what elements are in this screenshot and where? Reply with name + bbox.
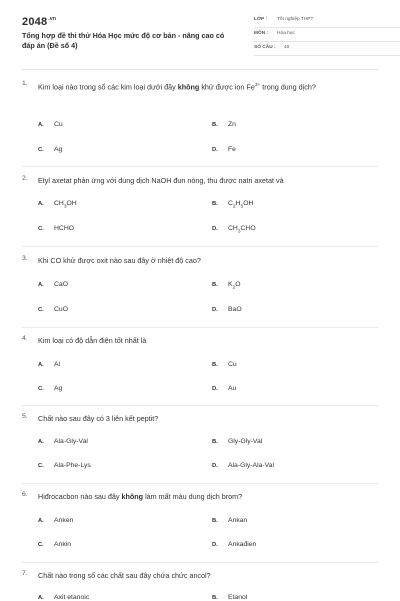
- question-number: 5.: [22, 413, 28, 420]
- option-value: Axit etanoic: [54, 594, 90, 601]
- option-b[interactable]: [212, 121, 236, 128]
- option-value: CaO: [54, 281, 68, 288]
- option-value: [54, 200, 77, 209]
- exam-meta: [254, 14, 400, 56]
- meta-label: MÔN :: [254, 31, 269, 36]
- option-value: Fe: [228, 146, 236, 153]
- question-text: Chất nào sau đây có 3 liên kết peptit?: [38, 414, 159, 423]
- option-value: Ankin: [54, 541, 72, 548]
- option-label: C.: [38, 542, 44, 548]
- option-label: D.: [212, 463, 218, 469]
- meta-row-count: [254, 42, 400, 56]
- option-b[interactable]: [212, 361, 237, 368]
- option-a[interactable]: [38, 361, 60, 368]
- option-a[interactable]: [38, 517, 73, 524]
- option-label: B.: [212, 122, 218, 128]
- formula-subscript: 5: [240, 204, 244, 210]
- meta-value: Hóa học: [277, 31, 295, 36]
- option-value: Cu: [228, 361, 237, 368]
- question-text-emphasis: không: [177, 82, 200, 92]
- option-label: C.: [38, 226, 44, 232]
- question-text: Etyl axetat phản ứng với dung dịch NaOH đun nóng, thu được natri axetat và: [38, 176, 284, 185]
- option-value: [228, 200, 253, 209]
- formula-subscript: 3: [237, 229, 241, 235]
- question-number: 1.: [22, 80, 28, 87]
- option-c[interactable]: [38, 541, 71, 548]
- question-text-emphasis: không: [121, 492, 144, 501]
- option-value: [228, 281, 241, 290]
- option-value: Ag: [54, 385, 63, 392]
- question-text-part: trong dung dịch?: [260, 82, 316, 92]
- option-label: C.: [38, 147, 44, 153]
- option-label: C.: [38, 386, 44, 392]
- option-value: Cu: [54, 121, 63, 128]
- option-d[interactable]: [212, 385, 236, 392]
- formula-subscript: 3: [63, 204, 67, 210]
- question-text: [38, 80, 376, 92]
- option-value: Etanol: [228, 594, 248, 601]
- meta-label: SỐ CÂU :: [254, 45, 276, 50]
- option-d[interactable]: [212, 146, 236, 153]
- question-text-part: làm mất màu dung dịch brom?: [143, 492, 243, 501]
- option-c[interactable]: [38, 462, 91, 469]
- option-value: Ankađien: [228, 541, 257, 548]
- option-label: A.: [38, 201, 44, 207]
- option-label: C.: [38, 463, 44, 469]
- option-value: Ala-Phe-Lys: [54, 462, 91, 469]
- formula-part: OH: [66, 200, 77, 207]
- question-text: Chất nào trong số các chất sau đây chứa chức ancol?: [38, 571, 211, 580]
- formula-part: CH: [228, 225, 238, 232]
- option-label: B.: [212, 595, 218, 601]
- option-value: BaO: [228, 306, 242, 313]
- formula-part: OH: [243, 200, 254, 207]
- question-text-part: Kim loại nào trong số các kim loại dưới đây: [38, 82, 178, 92]
- option-label: D.: [212, 147, 218, 153]
- formula-part: K: [228, 281, 233, 288]
- option-value: Ag: [54, 146, 63, 153]
- option-value: Ala-Gly-Val: [54, 438, 88, 445]
- question-number: 4.: [22, 335, 28, 342]
- option-c[interactable]: [38, 306, 68, 313]
- option-a[interactable]: [38, 121, 63, 128]
- question-divider: [22, 405, 378, 406]
- option-b[interactable]: [212, 517, 247, 524]
- meta-value: 40: [284, 45, 290, 50]
- option-b[interactable]: [212, 438, 262, 445]
- question-divider: [22, 246, 378, 247]
- option-value: Ala-Gly-Ala-Val: [228, 462, 274, 469]
- option-c[interactable]: [38, 225, 74, 232]
- option-label: A.: [38, 518, 44, 524]
- option-label: B.: [212, 282, 218, 288]
- question-text: [38, 491, 376, 502]
- question-number: 6.: [22, 491, 28, 498]
- option-label: C.: [38, 307, 44, 313]
- option-label: D.: [212, 542, 218, 548]
- option-value: Al: [54, 361, 61, 368]
- question-text-part: Hiđrocacbon nào sau đây: [38, 492, 122, 501]
- question-text-superscript: 3+: [254, 83, 261, 88]
- option-c[interactable]: [38, 146, 62, 153]
- question-divider: [22, 562, 378, 563]
- option-value: CuO: [54, 306, 68, 313]
- option-a[interactable]: [38, 281, 68, 288]
- option-label: A.: [38, 282, 44, 288]
- option-d[interactable]: [212, 462, 274, 469]
- option-b[interactable]: [212, 200, 253, 209]
- question-divider: [22, 327, 378, 328]
- question-text: Khi CO khử được oxit nào sau đây ở nhiệt độ cao?: [38, 256, 201, 265]
- header-divider: [22, 69, 378, 70]
- formula-part: C: [228, 200, 233, 207]
- site-logo[interactable]: [22, 16, 56, 28]
- formula-subscript: 2: [232, 204, 236, 210]
- option-c[interactable]: [38, 385, 62, 392]
- option-value: HCHO: [54, 225, 75, 232]
- option-label: A.: [38, 595, 44, 601]
- option-value: Zn: [228, 121, 236, 128]
- question-text-part: khử được ion Fe: [199, 82, 255, 92]
- formula-part: CHO: [240, 225, 256, 232]
- option-label: D.: [212, 226, 218, 232]
- meta-value: Tốt nghiệp THPT: [277, 17, 314, 22]
- question-number: 3.: [22, 255, 28, 262]
- meta-row-class: [254, 14, 400, 28]
- question-divider: [22, 166, 378, 167]
- option-value: Gly-Gly-Val: [228, 438, 263, 445]
- logo-suffix: .vn: [48, 16, 57, 23]
- question-text: Kim loại có độ dẫn điện tốt nhất là: [38, 336, 147, 345]
- exam-title: Tổng hợp đề thi thử Hóa Học mức độ cơ bản - nâng cao có đáp án (Đề số 4): [22, 31, 225, 50]
- option-label: B.: [212, 362, 218, 368]
- option-label: D.: [212, 307, 218, 313]
- option-label: A.: [38, 122, 44, 128]
- option-label: A.: [38, 362, 44, 368]
- option-d[interactable]: [212, 541, 256, 548]
- logo-text: 2048: [22, 16, 48, 28]
- option-a[interactable]: [38, 200, 77, 209]
- formula-subscript: 2: [232, 285, 236, 291]
- formula-part: CH: [54, 200, 64, 207]
- option-value: [228, 225, 256, 234]
- option-b[interactable]: [212, 281, 241, 290]
- option-label: B.: [212, 518, 218, 524]
- option-value: Anken: [54, 517, 74, 524]
- meta-label: LỚP :: [254, 17, 268, 22]
- option-label: B.: [212, 201, 218, 207]
- option-a[interactable]: [38, 438, 88, 445]
- option-value: Au: [228, 385, 237, 392]
- option-label: B.: [212, 439, 218, 445]
- exam-header: [22, 14, 382, 70]
- question-divider: [22, 483, 378, 484]
- option-d[interactable]: [212, 306, 242, 313]
- option-value: Ankan: [228, 517, 248, 524]
- option-label: A.: [38, 439, 44, 445]
- option-label: D.: [212, 386, 218, 392]
- meta-row-subject: [254, 28, 400, 42]
- question-number: 7.: [22, 570, 28, 577]
- formula-part: O: [235, 281, 241, 288]
- option-d[interactable]: [212, 225, 256, 234]
- question-number: 2.: [22, 175, 28, 182]
- formula-part: H: [235, 200, 241, 207]
